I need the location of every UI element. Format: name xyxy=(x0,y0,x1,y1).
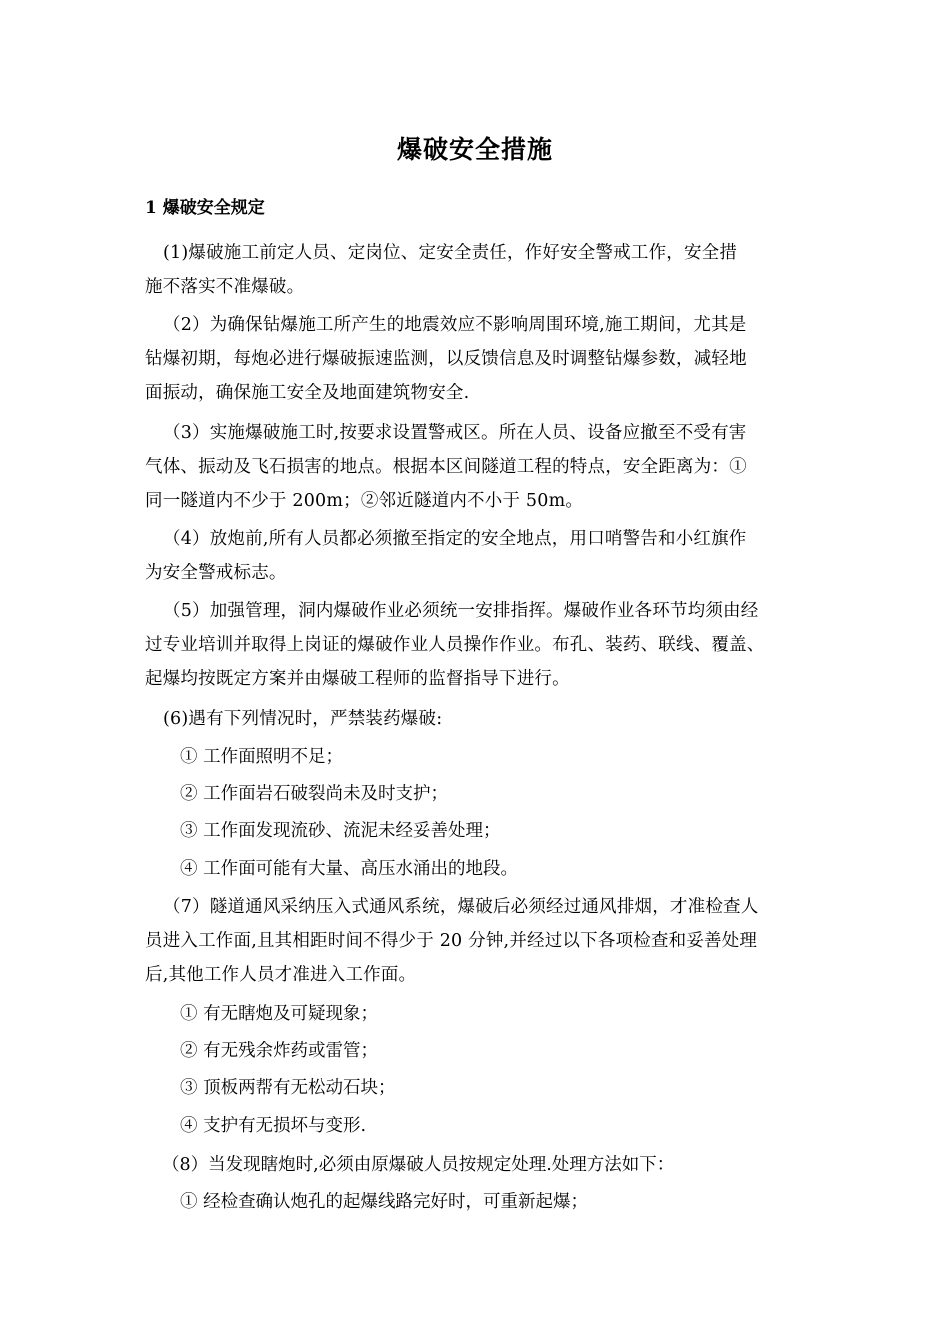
paragraph-2 xyxy=(145,308,825,410)
paragraph-6-intro xyxy=(145,702,825,736)
paragraph-7 xyxy=(145,890,825,992)
paragraph-line: 面振动，确保施工安全及地面建筑物安全. xyxy=(145,383,470,403)
paragraph-line: 气体、振动及飞石损害的地点。根据本区间隧道工程的特点，安全距离为：① xyxy=(145,457,747,477)
paragraph-line: 同一隧道内不少于 200m；②邻近隧道内不小于 50m。 xyxy=(145,491,584,511)
paragraph-line: 后,其他工作人员才准进入工作面。 xyxy=(145,965,417,985)
paragraph-line: 施不落实不准爆破。 xyxy=(145,277,305,297)
paragraph-line: （7）隧道通风采纳压入式通风系统，爆破后必须经过通风排烟，才准检查人 xyxy=(163,897,759,917)
paragraph-8-intro: （8）当发现瞎炮时,必须由原爆破人员按规定处理.处理方法如下： xyxy=(162,1155,675,1175)
paragraph-1 xyxy=(145,236,825,304)
paragraph-line: (6)遇有下列情况时，严禁装药爆破: xyxy=(163,709,443,729)
list-item: ④ 支护有无损坏与变形. xyxy=(180,1116,367,1136)
paragraph-line: （4）放炮前,所有人员都必须撤至指定的安全地点，用口哨警告和小红旗作 xyxy=(163,529,747,549)
paragraph-line: 起爆均按既定方案并由爆破工程师的监督指导下进行。 xyxy=(145,669,570,689)
list-item: ③ 顶板两帮有无松动石块； xyxy=(180,1078,396,1098)
list-item: ① 工作面照明不足； xyxy=(180,747,344,767)
paragraph-3 xyxy=(145,416,825,518)
paragraph-line: 过专业培训并取得上岗证的爆破作业人员操作作业。布孔、装药、联线、覆盖、 xyxy=(145,635,765,655)
paragraph-line: 员进入工作面,且其相距时间不得少于 20 分钟,并经过以下各项检查和妥善处理 xyxy=(145,931,758,951)
paragraph-line: （2）为确保钻爆施工所产生的地震效应不影响周围环境,施工期间，尤其是 xyxy=(163,315,747,335)
list-item: ② 有无残余炸药或雷管； xyxy=(180,1041,379,1061)
list-item: ① 经检查确认炮孔的起爆线路完好时，可重新起爆； xyxy=(180,1192,589,1212)
list-item: ④ 工作面可能有大量、高压水涌出的地段。 xyxy=(180,859,519,879)
list-item: ① 有无瞎炮及可疑现象； xyxy=(180,1004,379,1024)
paragraph-line: 为安全警戒标志。 xyxy=(145,563,287,583)
paragraph-4 xyxy=(145,522,825,590)
document-title: 爆破安全措施 xyxy=(396,135,553,164)
paragraph-line: (1)爆破施工前定人员、定岗位、定安全责任，作好安全警戒工作，安全措 xyxy=(163,243,738,263)
paragraph-5 xyxy=(145,594,825,696)
paragraph-line: 钻爆初期，每炮必进行爆破振速监测，以反馈信息及时调整钻爆参数，减轻地 xyxy=(145,349,747,369)
section-heading: 1 爆破安全规定 xyxy=(145,198,265,218)
paragraph-line: （5）加强管理，洞内爆破作业必须统一安排指挥。爆破作业各环节均须由经 xyxy=(163,601,759,621)
list-item: ③ 工作面发现流砂、流泥未经妥善处理； xyxy=(180,821,501,841)
list-item: ② 工作面岩石破裂尚未及时支护； xyxy=(180,784,449,804)
paragraph-line: （3）实施爆破施工时,按要求设置警戒区。所在人员、设备应撤至不受有害 xyxy=(163,423,747,443)
